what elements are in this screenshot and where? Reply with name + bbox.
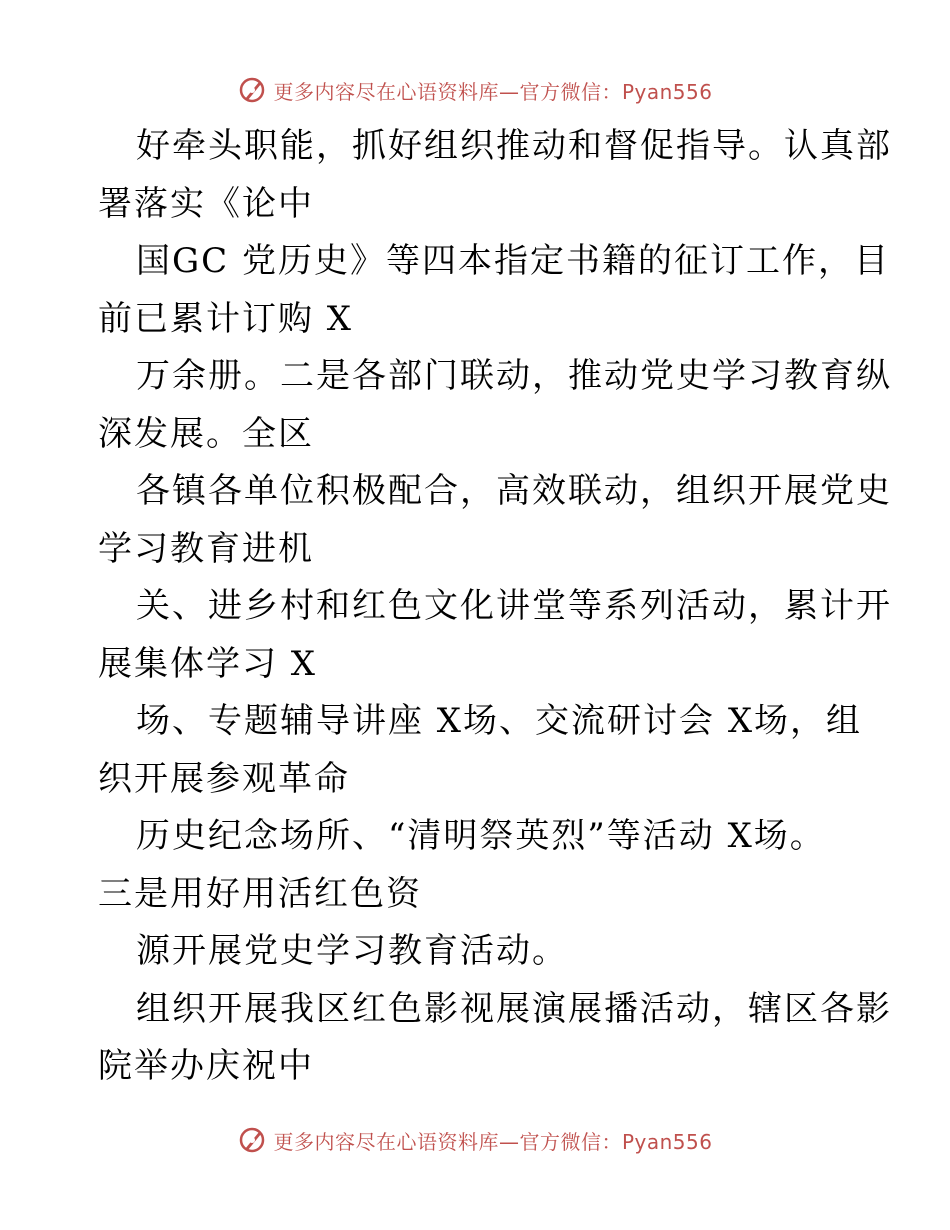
text-line: 历史纪念场所、“清明祭英烈”等活动 X场。 (136, 816, 826, 856)
text-line: 三是用好用活红色资 (98, 873, 422, 914)
text-line: 署落实《论中 (98, 183, 314, 224)
quill-circle-logo-icon (237, 75, 267, 105)
text-line: 关、进乡村和红色文化讲堂等系列活动，累计开 (136, 586, 892, 626)
quill-circle-logo-icon (237, 1125, 267, 1155)
text-line: 院举办庆祝中 (98, 1046, 314, 1086)
watermark-text: 更多内容尽在心语资料库—官方微信：Pyan556 (273, 79, 713, 104)
footer-watermark (0, 1120, 950, 1160)
text-line: 前已累计订购 X (98, 298, 354, 339)
text-line: 源开展党史学习教育活动。 (136, 931, 568, 971)
text-line: 组织开展我区红色影视展演展播活动，辖区各影 (136, 988, 892, 1029)
text-line: 深发展。全区 (98, 413, 314, 454)
text-line: 场、专题辅导讲座 X场、交流研讨会 X场，组 (136, 701, 863, 741)
text-line: 国GC 党历史》等四本指定书籍的征订工作，目 (136, 241, 890, 281)
watermark-text: 更多内容尽在心语资料库—官方微信：Pyan556 (273, 1129, 713, 1154)
header-watermark (0, 70, 950, 110)
text-line: 学习教育进机 (98, 528, 314, 569)
text-line: 各镇各单位积极配合，高效联动，组织开展党史 (136, 471, 892, 511)
text-line: 好牵头职能，抓好组织推动和督促指导。认真部 (136, 126, 892, 166)
text-line: 万余册。二是各部门联动，推动党史学习教育纵 (136, 356, 892, 396)
text-line: 织开展参观革命 (98, 758, 350, 799)
document-body (98, 118, 892, 1096)
text-line: 展集体学习 X (98, 643, 318, 684)
